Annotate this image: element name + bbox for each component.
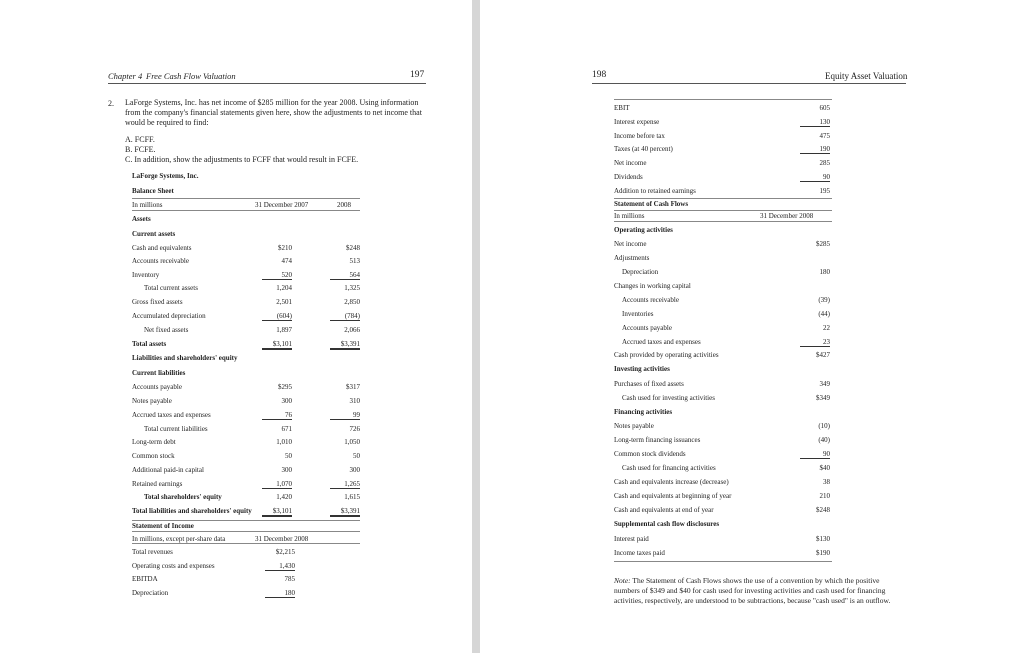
bs-row-label: Accounts receivable [132, 257, 189, 265]
is-value-2008: $2,215 [275, 548, 295, 556]
cf-value-2008: $285 [816, 240, 830, 248]
bs-row-label: Liabilities and shareholders' equity [132, 354, 238, 362]
bs-value-2008: 1,615 [344, 493, 360, 501]
bs-row-label: Total current liabilities [144, 425, 208, 433]
header-rule [108, 83, 426, 84]
cf-row-label: Adjustments [614, 254, 650, 262]
is-row-label: EBITDA [132, 575, 158, 583]
bs-value-2008: $3,391 [330, 340, 360, 350]
bs-value-2007: 300 [281, 397, 292, 405]
header-rule [592, 83, 906, 84]
is-cont-row-label: Addition to retained earnings [614, 187, 696, 195]
bs-value-2007: 520 [262, 271, 292, 280]
bs-row-label: Inventory [132, 271, 160, 279]
cf-row-label: Cash and equivalents increase (decrease) [614, 478, 729, 486]
bs-value-2007: 300 [281, 466, 292, 474]
bs-value-2007: $3,101 [262, 340, 292, 350]
bs-value-2008: 300 [349, 466, 360, 474]
is-cont-row-label: Income before tax [614, 132, 665, 140]
cf-value-2008: (39) [818, 296, 830, 304]
bs-row-label: Long-term debt [132, 438, 176, 446]
is-col-2008: 31 December 2008 [255, 535, 309, 543]
bs-value-2007: 50 [285, 452, 292, 460]
is-value-2008: 785 [284, 575, 295, 583]
bs-row-label: Cash and equivalents [132, 244, 192, 252]
bs-value-2007: 474 [281, 257, 292, 265]
cf-value-2008: 180 [819, 268, 830, 276]
cf-row-label: Inventories [622, 310, 654, 318]
bs-row-label: Current liabilities [132, 369, 186, 377]
cf-row-label: Financing activities [614, 408, 673, 416]
bs-value-2007: $210 [278, 244, 292, 252]
bs-row-label: Total assets [132, 340, 167, 348]
book-title: Equity Asset Valuation [825, 71, 908, 81]
bs-value-2007: 1,204 [276, 284, 292, 292]
is-row-label: Total revenues [132, 548, 173, 556]
bs-row-label: Total liabilities and shareholders' equity [132, 507, 252, 515]
bs-value-2008: 2,066 [344, 326, 360, 334]
is-cont-row-label: Taxes (at 40 percent) [614, 145, 673, 153]
chapter-title: Free Cash Flow Valuation [146, 71, 236, 81]
cf-row-label: Cash used for financing activities [622, 464, 716, 472]
income-statement-title: Statement of Income [132, 522, 194, 530]
is-col-label: In millions, except per-share data [132, 535, 226, 543]
bs-value-2008: 1,050 [344, 438, 360, 446]
cf-row-label: Net income [614, 240, 647, 248]
cf-row-label: Changes in working capital [614, 282, 691, 290]
bs-value-2007: 1,420 [276, 493, 292, 501]
bs-value-2007: 1,070 [262, 480, 292, 489]
bs-row-label: Gross fixed assets [132, 298, 183, 306]
cash-flow-title: Statement of Cash Flows [614, 200, 689, 208]
right-page [480, 0, 1024, 653]
cf-value-2008: (40) [818, 436, 830, 444]
bs-value-2008: $317 [346, 383, 360, 391]
bs-row-label: Accounts payable [132, 383, 182, 391]
cf-row-label: Accrued taxes and expenses [622, 338, 701, 346]
bs-value-2008: 1,325 [344, 284, 360, 292]
cf-row-label: Income taxes paid [614, 549, 665, 557]
cf-value-2008: (44) [818, 310, 830, 318]
cf-row-label: Cash and equivalents at beginning of year [614, 492, 732, 500]
cf-value-2008: $40 [819, 464, 830, 472]
bs-row-label: Accumulated depreciation [132, 312, 206, 320]
question-number: 2. [108, 99, 114, 108]
bs-row-label: Accrued taxes and expenses [132, 411, 211, 419]
is-value-2008: 180 [265, 589, 295, 598]
is-cont-value: 605 [819, 104, 830, 112]
page-number: 198 [592, 70, 607, 80]
is-cont-row-label: EBIT [614, 104, 630, 112]
cf-row-label: Cash and equivalents at end of year [614, 506, 714, 514]
is-cont-value: 190 [800, 145, 830, 154]
cf-value-2008: 210 [819, 492, 830, 500]
cf-row-label: Common stock dividends [614, 450, 686, 458]
bs-value-2007: $295 [278, 383, 292, 391]
bs-value-2008: 513 [349, 257, 360, 265]
is-cont-value: 475 [819, 132, 830, 140]
bs-row-label: Notes payable [132, 397, 172, 405]
bs-value-2007: 1,897 [276, 326, 292, 334]
cf-value-2008: 22 [823, 324, 830, 332]
cf-row-label: Accounts payable [622, 324, 672, 332]
cf-col-2008: 31 December 2008 [760, 212, 814, 220]
bs-row-label: Total current assets [144, 284, 198, 292]
note-label: Note: [614, 576, 631, 585]
bs-value-2007: (604) [262, 312, 292, 321]
cf-value-2008: $190 [816, 549, 830, 557]
bs-row-label: Total shareholders' equity [144, 493, 222, 501]
cf-value-2008: $427 [816, 351, 830, 359]
cf-row-label: Depreciation [622, 268, 659, 276]
bs-value-2008: (784) [330, 312, 360, 321]
is-cont-row-label: Dividends [614, 173, 643, 181]
cf-row-label: Long-term financing issuances [614, 436, 701, 444]
cf-value-2008: $248 [816, 506, 830, 514]
bs-row-label: Assets [132, 215, 151, 223]
bs-value-2007: 76 [262, 411, 292, 420]
bs-value-2008: $248 [346, 244, 360, 252]
page-number: 197 [410, 70, 425, 80]
bs-value-2008: 2,850 [344, 298, 360, 306]
bs-value-2007: 2,501 [276, 298, 292, 306]
cf-row-label: Cash used for investing activities [622, 394, 715, 402]
cf-value-2008: 349 [819, 380, 830, 388]
is-cont-value: 285 [819, 159, 830, 167]
bs-col-2007: 31 December 2007 [255, 201, 309, 209]
bs-value-2007: 671 [281, 425, 292, 433]
bs-value-2007: $3,101 [262, 507, 292, 517]
bs-col-2008: 2008 [337, 201, 351, 209]
bs-value-2008: 310 [349, 397, 360, 405]
cf-row-label: Notes payable [614, 422, 654, 430]
question-text: LaForge Systems, Inc. has net income of $285 million for the year 2008. Using information from the company's financial statements given here, show the adjustments to net income that would be required to find: [125, 98, 422, 127]
bs-col-label: In millions [132, 201, 163, 209]
chapter-label: Chapter 4 [108, 71, 143, 81]
cf-row-label: Interest paid [614, 535, 649, 543]
is-cont-value: 130 [800, 118, 830, 127]
cf-row-label: Supplemental cash flow disclosures [614, 520, 720, 528]
company-name: LaForge Systems, Inc. [132, 172, 199, 180]
cf-col-label: In millions [614, 212, 645, 220]
is-cont-row-label: Interest expense [614, 118, 660, 126]
cf-value-2008: (10) [818, 422, 830, 430]
bs-value-2008: 50 [353, 452, 360, 460]
bs-row-label: Retained earnings [132, 480, 183, 488]
cf-row-label: Accounts receivable [622, 296, 679, 304]
balance-sheet-title: Balance Sheet [132, 187, 174, 195]
question-part-a: A. FCFF. [125, 135, 155, 144]
bs-row-label: Current assets [132, 230, 176, 238]
left-page [0, 0, 472, 653]
cf-row-label: Cash provided by operating activities [614, 351, 719, 359]
bs-value-2007: 1,010 [276, 438, 292, 446]
bs-value-2008: 1,265 [330, 480, 360, 489]
cf-value-2008: 23 [800, 338, 830, 347]
bs-value-2008: 564 [330, 271, 360, 280]
question-part-c: C. In addition, show the adjustments to FCFF that would result in FCFE. [125, 155, 359, 164]
bs-value-2008: 726 [349, 425, 360, 433]
note-text: The Statement of Cash Flows shows the use of a convention by which the positive numbers of $349 and $40 for cash used for investing activities and cash used for financing activities, respectively, are understood to be subtractions, because "cash used" is an outflow. [614, 576, 891, 605]
cf-row-label: Investing activities [614, 365, 670, 373]
cf-value-2008: 38 [823, 478, 830, 486]
is-row-label: Depreciation [132, 589, 169, 597]
bs-row-label: Additional paid-in capital [132, 466, 204, 474]
is-value-2008: 1,430 [265, 562, 295, 571]
cf-row-label: Operating activities [614, 226, 673, 234]
bs-value-2008: 99 [330, 411, 360, 420]
is-cont-value: 90 [800, 173, 830, 182]
table-note [614, 576, 906, 606]
cf-value-2008: $130 [816, 535, 830, 543]
bs-value-2008: $3,391 [330, 507, 360, 517]
page-gutter [472, 0, 480, 653]
cf-value-2008: 90 [800, 450, 830, 459]
cf-row-label: Purchases of fixed assets [614, 380, 684, 388]
cf-value-2008: $349 [816, 394, 830, 402]
is-cont-row-label: Net income [614, 159, 647, 167]
question-part-b: B. FCFE. [125, 145, 156, 154]
is-row-label: Operating costs and expenses [132, 562, 215, 570]
is-cont-value: 195 [819, 187, 830, 195]
bs-row-label: Common stock [132, 452, 175, 460]
bs-row-label: Net fixed assets [144, 326, 189, 334]
